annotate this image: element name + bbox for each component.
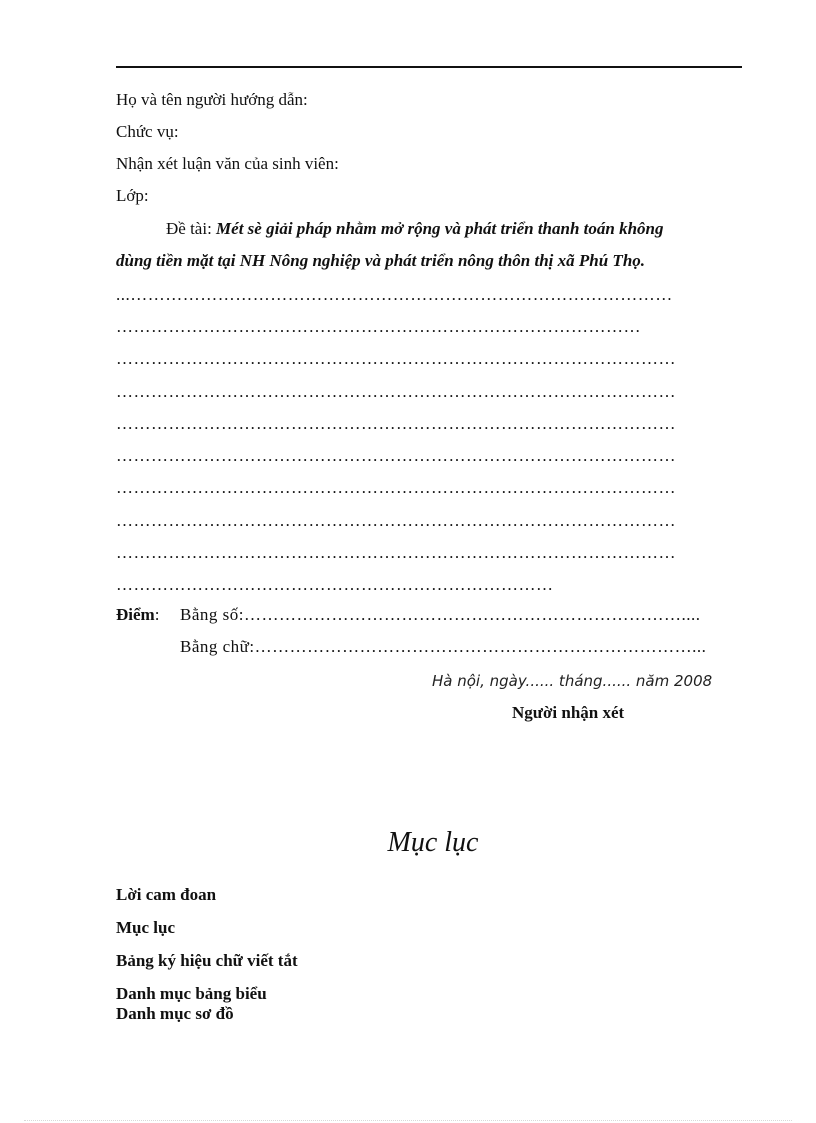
score-words: Bằng chữ:…………………………………………………………………... — [180, 637, 707, 656]
score-label: Điểm — [116, 605, 155, 624]
topic-text-1: Mét sè giải pháp nhằm mở rộng và phát triển thanh toán không — [216, 219, 664, 238]
topic-label: Đề tài: — [166, 219, 212, 238]
advisor-label: Họ và tên người hướng dẫn: — [116, 90, 308, 109]
page-bottom-rule — [24, 1120, 792, 1121]
dot-line: …………………………………………………………………………………… — [116, 446, 676, 465]
dot-line: …………………………………………………………………………………… — [116, 382, 676, 401]
review-label: Nhận xét luận văn của sinh viên: — [116, 154, 339, 173]
position-label: Chức vụ: — [116, 122, 179, 141]
reviewer-title: Người nhận xét — [512, 703, 625, 722]
dot-line: …………………………………………………………………………………… — [116, 543, 676, 562]
topic-line-1 — [166, 219, 664, 239]
dot-line: …………………………………………………………………………………… — [116, 478, 676, 497]
toc-item: Danh mục sơ đồ — [116, 1004, 234, 1023]
toc-item: Mục lục — [116, 918, 176, 937]
dot-line: …………………………………………………………………………………… — [116, 414, 676, 433]
dot-line: …………………………………………………………………………………… — [116, 511, 676, 530]
toc-item: Lời cam đoan — [116, 885, 217, 904]
topic-line-2: dùng tiền mặt tại NH Nông nghiệp và phát triển nông thôn thị xã Phú Thọ. — [116, 251, 646, 270]
score-colon: : — [154, 605, 160, 624]
dot-line: ……………………………………………………………………………… — [116, 317, 641, 336]
toc-title: Mục lục — [387, 827, 479, 858]
toc-item: Bảng ký hiệu chữ viết tắt — [116, 951, 298, 970]
date-line: Hà nội, ngày...... tháng...... năm 2008 — [432, 672, 713, 690]
toc-item: Danh mục bảng biểu — [116, 984, 267, 1003]
dot-line: ...………………………………………………………………………………… — [116, 285, 673, 304]
top-rule — [116, 66, 742, 68]
dot-line: …………………………………………………………………………………… — [116, 349, 676, 368]
score-row — [116, 605, 159, 625]
dot-line: ………………………………………………………………… — [116, 575, 554, 594]
score-number: Bằng số:………………………………………………………………….... — [180, 605, 701, 624]
class-label: Lớp: — [116, 186, 149, 205]
